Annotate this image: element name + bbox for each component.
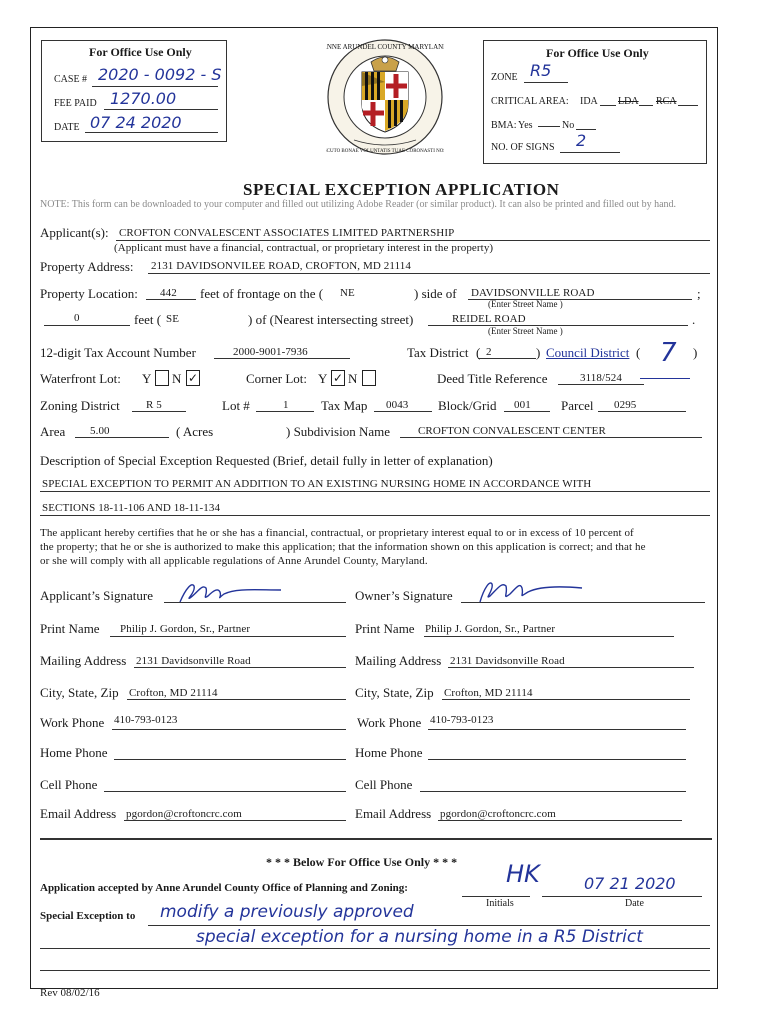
initials-value[interactable]: HK: [506, 860, 540, 888]
office-divider: [40, 838, 712, 840]
area-value[interactable]: 5.00: [90, 425, 110, 437]
critical-area-label: CRITICAL AREA:: [491, 96, 569, 107]
subdivision-line: [400, 437, 702, 438]
bma-no: No: [562, 120, 575, 131]
property-location-label: Property Location:: [40, 286, 138, 301]
period: .: [692, 312, 696, 327]
owner-signature[interactable]: [476, 576, 586, 606]
parcel-value[interactable]: 0295: [614, 399, 637, 411]
council-open: (: [636, 345, 641, 360]
special-exception-line-2: [40, 948, 710, 949]
bma-label: BMA:: [491, 120, 517, 131]
property-address-value[interactable]: 2131 DAVIDSONVILEE ROAD, CROFTON, MD 21114: [151, 260, 411, 272]
owner-print-name-line: [424, 636, 674, 637]
street-2-value[interactable]: REIDEL ROAD: [452, 313, 526, 325]
owner-city-label: City, State, Zip: [355, 685, 434, 700]
property-address-line: [148, 273, 710, 274]
applicant-city-line: [127, 699, 346, 700]
parcel-label: Parcel: [561, 398, 594, 413]
waterfront-n-checkbox[interactable]: ✓: [187, 371, 199, 385]
deed-line: [558, 384, 644, 385]
applicant-cell-phone-line[interactable]: [104, 791, 346, 792]
accepted-date-line: [542, 896, 702, 897]
applicant-mailing-value[interactable]: 2131 Davidsonville Road: [136, 655, 251, 667]
frontage-line: [146, 299, 196, 300]
feet-text: feet (: [134, 312, 162, 327]
critical-ida: IDA: [580, 96, 598, 107]
zone-value[interactable]: R5: [530, 61, 552, 80]
owner-work-phone-value[interactable]: 410-793-0123: [430, 714, 494, 726]
applicant-signature-label: Applicant’s Signature: [40, 588, 154, 603]
block-grid-line: [504, 411, 550, 412]
tax-account-label: 12-digit Tax Account Number: [40, 345, 196, 360]
applicant-cell-phone-label: Cell Phone: [40, 777, 98, 792]
zone-line: [524, 82, 568, 83]
frontage-text: feet of frontage on the (: [200, 286, 324, 301]
fee-line: [104, 109, 218, 110]
revision-label: Rev 08/02/16: [40, 987, 100, 999]
seal-text-bottom: SCUTO BONAE VOLUNTATIS TUAE CORONASTI NOS: [326, 149, 444, 154]
owner-home-phone-line[interactable]: [428, 759, 686, 760]
owner-city-value[interactable]: Crofton, MD 21114: [444, 687, 533, 699]
office-use-bottom-heading: * * * Below For Office Use Only * * *: [266, 855, 458, 869]
lot-label: Lot #: [222, 398, 250, 413]
applicant-email-line: [124, 820, 346, 821]
waterfront-label: Waterfront Lot:: [40, 371, 121, 386]
intersect-text: ) of (Nearest intersecting street): [248, 312, 414, 327]
frontage-value[interactable]: 442: [160, 287, 177, 299]
corner-lot-label: Corner Lot:: [246, 371, 308, 386]
applicant-home-phone-line[interactable]: [114, 759, 346, 760]
special-exception-line-3[interactable]: [40, 970, 710, 971]
council-value[interactable]: 7: [660, 338, 677, 368]
signs-line: [560, 152, 620, 153]
street-hint-2: (Enter Street Name ): [488, 326, 563, 336]
feet-line: [44, 325, 130, 326]
form-note: NOTE: This form can be downloaded to your computer and filled out utilizing Adobe Reader (or similar product). It can also be printed and filled out by hand.: [40, 199, 677, 210]
area-unit: ( Acres: [176, 424, 214, 439]
deed-value[interactable]: 3118/524: [580, 372, 622, 384]
council-district-label[interactable]: Council District: [546, 345, 630, 360]
applicant-note: (Applicant must have a financial, contractual, or proprietary interest in the property): [114, 242, 494, 254]
corner-y-checkbox[interactable]: ✓: [332, 371, 344, 385]
tax-map-value[interactable]: 0043: [386, 399, 409, 411]
office-use-heading-right: For Office Use Only: [546, 46, 649, 60]
owner-cell-phone-line[interactable]: [420, 791, 686, 792]
signs-value[interactable]: 2: [576, 131, 587, 150]
certify-line-2: the property; that he or she is authorized to make this application; that the information shown on this application is correct; and that he: [40, 541, 646, 553]
applicant-city-label: City, State, Zip: [40, 685, 119, 700]
applicant-print-name-value[interactable]: Philip J. Gordon, Sr., Partner: [120, 623, 251, 635]
direction-1[interactable]: NE: [340, 287, 355, 299]
seal-graphic: [326, 38, 444, 156]
subdivision-value[interactable]: CROFTON CONVALESCENT CENTER: [418, 425, 606, 437]
owner-print-name-label: Print Name: [355, 621, 415, 636]
seal-text-top: ANNE ARUNDEL COUNTY MARYLAND: [326, 43, 444, 51]
street-hint-1: (Enter Street Name ): [488, 299, 563, 309]
description-line-2: [40, 515, 710, 516]
certify-line-1: The applicant hereby certifies that he or she has a financial, contractual, or proprietary interest equal to or in excess of 10 percent of: [40, 527, 634, 539]
tax-district-paren: (: [476, 345, 481, 360]
description-value-1[interactable]: SPECIAL EXCEPTION TO PERMIT AN ADDITION TO AN EXISTING NURSING HOME IN ACCORDANCE WITH: [42, 478, 592, 490]
property-address-label: Property Address:: [40, 259, 134, 274]
applicant-home-phone-label: Home Phone: [40, 745, 108, 760]
description-label: Description of Special Exception Requested (Brief, detail fully in letter of explanation): [40, 453, 493, 468]
bma-yes-line: [538, 126, 560, 127]
applicant-label: Applicant(s):: [40, 225, 109, 240]
tax-map-label: Tax Map: [321, 398, 368, 413]
street-1-value[interactable]: DAVIDSONVILLE ROAD: [471, 287, 595, 299]
council-line: [640, 378, 690, 379]
applicant-signature[interactable]: [176, 578, 286, 606]
applicant-value[interactable]: CROFTON CONVALESCENT ASSOCIATES LIMITED PARTNERSHIP: [119, 227, 455, 239]
parcel-line: [598, 411, 686, 412]
case-line: [92, 86, 218, 87]
accepted-label: Application accepted by Anne Arundel County Office of Planning and Zoning:: [40, 882, 408, 894]
lda-line: [639, 105, 653, 106]
special-exception-to-label: Special Exception to: [40, 910, 136, 922]
fee-value[interactable]: 1270.00: [110, 89, 177, 108]
critical-lda: LDA: [618, 96, 639, 107]
owner-email-line: [438, 820, 682, 821]
tax-map-line: [374, 411, 432, 412]
description-value-2[interactable]: SECTIONS 18-11-106 AND 18-11-134: [42, 502, 221, 514]
special-exception-value-2[interactable]: special exception for a nursing home in a R5 District: [196, 927, 643, 947]
applicant-print-name-line: [110, 636, 346, 637]
applicant-work-phone-value[interactable]: 410-793-0123: [114, 714, 178, 726]
date-line: [85, 132, 218, 133]
tax-account-line: [214, 358, 350, 359]
waterfront-y-checkbox[interactable]: [155, 370, 169, 386]
block-grid-value[interactable]: 001: [514, 399, 531, 411]
special-exception-value-1[interactable]: modify a previously approved: [160, 902, 414, 922]
form-title: SPECIAL EXCEPTION APPLICATION: [243, 180, 560, 199]
applicant-email-value[interactable]: pgordon@croftoncrc.com: [126, 808, 242, 820]
tax-district-line: [478, 358, 536, 359]
county-seal: [326, 38, 444, 156]
date-value[interactable]: 07 24 2020: [90, 113, 182, 132]
deed-label: Deed Title Reference: [437, 371, 548, 386]
applicant-print-name-label: Print Name: [40, 621, 100, 636]
corner-n-label: N: [348, 371, 358, 386]
rca-line: [678, 105, 698, 106]
ida-line: [600, 105, 616, 106]
zone-label: ZONE: [491, 72, 518, 83]
area-label: Area: [40, 424, 66, 439]
applicant-email-label: Email Address: [40, 806, 117, 821]
owner-home-phone-label: Home Phone: [355, 745, 423, 760]
direction-2[interactable]: SE: [166, 313, 180, 325]
applicant-line: [116, 240, 710, 241]
applicant-city-value[interactable]: Crofton, MD 21114: [129, 687, 218, 699]
owner-mailing-value[interactable]: 2131 Davidsonville Road: [450, 655, 565, 667]
owner-mailing-label: Mailing Address: [355, 653, 442, 668]
initials-label: Initials: [486, 898, 514, 909]
tax-district-value[interactable]: 2: [486, 346, 492, 358]
bma-no-line: [576, 129, 596, 130]
side-of-text: ) side of: [414, 286, 457, 301]
owner-mailing-line: [448, 667, 694, 668]
accepted-date-value[interactable]: 07 21 2020: [584, 874, 676, 893]
zoning-district-value[interactable]: R 5: [146, 399, 162, 411]
corner-y-label: Y: [318, 371, 328, 386]
tax-district-close: ): [536, 345, 541, 360]
zoning-district-label: Zoning District: [40, 398, 120, 413]
lot-line: [256, 411, 314, 412]
tax-district-label: Tax District: [407, 345, 469, 360]
fee-label: FEE PAID: [54, 98, 97, 109]
date-label-bottom: Date: [625, 898, 644, 909]
waterfront-n-label: N: [172, 371, 182, 386]
owner-email-label: Email Address: [355, 806, 432, 821]
corner-n-checkbox[interactable]: [362, 370, 376, 386]
zoning-district-line: [132, 411, 186, 412]
special-exception-line-1: [148, 925, 710, 926]
subdivision-label: ) Subdivision Name: [286, 424, 390, 439]
owner-print-name-value[interactable]: Philip J. Gordon, Sr., Partner: [425, 623, 556, 635]
signs-label: NO. OF SIGNS: [491, 142, 555, 153]
applicant-work-phone-label: Work Phone: [40, 715, 105, 730]
case-label: CASE #: [54, 74, 88, 85]
office-use-heading-left: For Office Use Only: [89, 45, 192, 59]
applicant-mailing-line: [134, 667, 346, 668]
semicolon: ;: [697, 286, 701, 301]
owner-city-line: [442, 699, 690, 700]
critical-rca: RCA: [656, 96, 677, 107]
description-line-1: [40, 491, 710, 492]
feet-value[interactable]: 0: [74, 312, 80, 324]
bma-yes: Yes: [518, 120, 533, 131]
owner-work-phone-line: [428, 729, 686, 730]
area-line: [75, 437, 169, 438]
owner-cell-phone-label: Cell Phone: [355, 777, 413, 792]
case-value[interactable]: 2020 - 0092 - S: [98, 65, 222, 84]
waterfront-y-label: Y: [142, 371, 152, 386]
owner-work-phone-label-text: Work Phone: [357, 715, 422, 730]
applicant-work-phone-line: [112, 729, 346, 730]
block-grid-label: Block/Grid: [438, 398, 497, 413]
owner-email-value[interactable]: pgordon@croftoncrc.com: [440, 808, 556, 820]
owner-signature-label: Owner’s Signature: [355, 588, 453, 603]
lot-value[interactable]: 1: [283, 399, 289, 411]
initials-line: [462, 896, 530, 897]
certify-line-3: or she will comply with all applicable regulations of Anne Arundel County, Maryland.: [40, 555, 428, 567]
tax-account-value[interactable]: 2000-9001-7936: [233, 346, 308, 358]
applicant-mailing-label: Mailing Address: [40, 653, 127, 668]
date-label: DATE: [54, 122, 80, 133]
council-close: ): [693, 345, 698, 360]
